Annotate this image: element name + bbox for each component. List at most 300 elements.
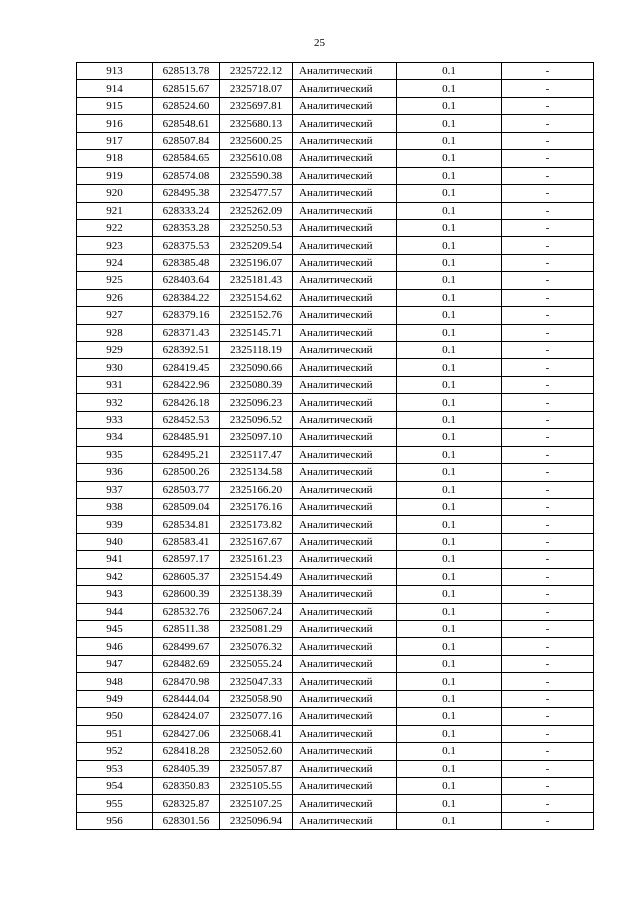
point-number-cell: 933 (77, 411, 153, 428)
point-number-cell: 935 (77, 446, 153, 463)
accuracy-cell: 0.1 (397, 795, 502, 812)
note-cell: - (502, 690, 594, 707)
y-coordinate-cell: 2325097.10 (220, 429, 293, 446)
y-coordinate-cell: 2325154.49 (220, 568, 293, 585)
y-coordinate-cell: 2325152.76 (220, 307, 293, 324)
point-number-cell: 954 (77, 777, 153, 794)
note-cell: - (502, 516, 594, 533)
x-coordinate-cell: 628507.84 (153, 132, 220, 149)
y-coordinate-cell: 2325076.32 (220, 638, 293, 655)
accuracy-cell: 0.1 (397, 725, 502, 742)
x-coordinate-cell: 628605.37 (153, 568, 220, 585)
accuracy-cell: 0.1 (397, 568, 502, 585)
note-cell: - (502, 202, 594, 219)
point-number-cell: 928 (77, 324, 153, 341)
method-cell: Аналитический (293, 777, 397, 794)
method-cell: Аналитический (293, 673, 397, 690)
point-number-cell: 937 (77, 481, 153, 498)
note-cell: - (502, 359, 594, 376)
table-row (77, 272, 594, 289)
x-coordinate-cell: 628403.64 (153, 272, 220, 289)
x-coordinate-cell: 628500.26 (153, 464, 220, 481)
table-row (77, 376, 594, 393)
method-cell: Аналитический (293, 760, 397, 777)
accuracy-cell: 0.1 (397, 272, 502, 289)
table-row (77, 533, 594, 550)
note-cell: - (502, 655, 594, 672)
method-cell: Аналитический (293, 725, 397, 742)
point-number-cell: 942 (77, 568, 153, 585)
note-cell: - (502, 80, 594, 97)
x-coordinate-cell: 628444.04 (153, 690, 220, 707)
point-number-cell: 919 (77, 167, 153, 184)
note-cell: - (502, 167, 594, 184)
x-coordinate-cell: 628509.04 (153, 498, 220, 515)
note-cell: - (502, 185, 594, 202)
x-coordinate-cell: 628511.38 (153, 621, 220, 638)
point-number-cell: 956 (77, 812, 153, 829)
table-row (77, 289, 594, 306)
x-coordinate-cell: 628499.67 (153, 638, 220, 655)
note-cell: - (502, 464, 594, 481)
y-coordinate-cell: 2325134.58 (220, 464, 293, 481)
table-row (77, 359, 594, 376)
point-number-cell: 924 (77, 254, 153, 271)
point-number-cell: 920 (77, 185, 153, 202)
note-cell: - (502, 132, 594, 149)
method-cell: Аналитический (293, 254, 397, 271)
accuracy-cell: 0.1 (397, 167, 502, 184)
method-cell: Аналитический (293, 324, 397, 341)
note-cell: - (502, 760, 594, 777)
y-coordinate-cell: 2325161.23 (220, 551, 293, 568)
x-coordinate-cell: 628470.98 (153, 673, 220, 690)
x-coordinate-cell: 628597.17 (153, 551, 220, 568)
table-row (77, 429, 594, 446)
y-coordinate-cell: 2325477.57 (220, 185, 293, 202)
x-coordinate-cell: 628452.53 (153, 411, 220, 428)
coordinates-table (76, 62, 594, 830)
table-row (77, 411, 594, 428)
note-cell: - (502, 795, 594, 812)
y-coordinate-cell: 2325090.66 (220, 359, 293, 376)
accuracy-cell: 0.1 (397, 708, 502, 725)
table-row (77, 150, 594, 167)
method-cell: Аналитический (293, 97, 397, 114)
accuracy-cell: 0.1 (397, 63, 502, 80)
point-number-cell: 913 (77, 63, 153, 80)
method-cell: Аналитический (293, 132, 397, 149)
y-coordinate-cell: 2325610.08 (220, 150, 293, 167)
y-coordinate-cell: 2325600.25 (220, 132, 293, 149)
table-row (77, 342, 594, 359)
note-cell: - (502, 446, 594, 463)
note-cell: - (502, 376, 594, 393)
point-number-cell: 926 (77, 289, 153, 306)
point-number-cell: 915 (77, 97, 153, 114)
table-row (77, 132, 594, 149)
note-cell: - (502, 568, 594, 585)
note-cell: - (502, 673, 594, 690)
y-coordinate-cell: 2325196.07 (220, 254, 293, 271)
x-coordinate-cell: 628482.69 (153, 655, 220, 672)
table-row (77, 777, 594, 794)
x-coordinate-cell: 628485.91 (153, 429, 220, 446)
table-row (77, 167, 594, 184)
point-number-cell: 931 (77, 376, 153, 393)
y-coordinate-cell: 2325181.43 (220, 272, 293, 289)
point-number-cell: 949 (77, 690, 153, 707)
note-cell: - (502, 725, 594, 742)
note-cell: - (502, 586, 594, 603)
point-number-cell: 932 (77, 394, 153, 411)
method-cell: Аналитический (293, 63, 397, 80)
x-coordinate-cell: 628371.43 (153, 324, 220, 341)
y-coordinate-cell: 2325166.20 (220, 481, 293, 498)
point-number-cell: 951 (77, 725, 153, 742)
accuracy-cell: 0.1 (397, 411, 502, 428)
method-cell: Аналитический (293, 272, 397, 289)
point-number-cell: 922 (77, 219, 153, 236)
table-row (77, 690, 594, 707)
method-cell: Аналитический (293, 533, 397, 550)
table-row (77, 743, 594, 760)
point-number-cell: 955 (77, 795, 153, 812)
y-coordinate-cell: 2325057.87 (220, 760, 293, 777)
table-row (77, 394, 594, 411)
note-cell: - (502, 97, 594, 114)
x-coordinate-cell: 628350.83 (153, 777, 220, 794)
point-number-cell: 916 (77, 115, 153, 132)
x-coordinate-cell: 628424.07 (153, 708, 220, 725)
x-coordinate-cell: 628375.53 (153, 237, 220, 254)
accuracy-cell: 0.1 (397, 324, 502, 341)
method-cell: Аналитический (293, 655, 397, 672)
point-number-cell: 938 (77, 498, 153, 515)
y-coordinate-cell: 2325096.94 (220, 812, 293, 829)
accuracy-cell: 0.1 (397, 132, 502, 149)
x-coordinate-cell: 628333.24 (153, 202, 220, 219)
table-row (77, 708, 594, 725)
method-cell: Аналитический (293, 568, 397, 585)
x-coordinate-cell: 628548.61 (153, 115, 220, 132)
y-coordinate-cell: 2325722.12 (220, 63, 293, 80)
page-number: 25 (314, 37, 325, 49)
method-cell: Аналитический (293, 638, 397, 655)
note-cell: - (502, 394, 594, 411)
y-coordinate-cell: 2325138.39 (220, 586, 293, 603)
accuracy-cell: 0.1 (397, 638, 502, 655)
y-coordinate-cell: 2325052.60 (220, 743, 293, 760)
accuracy-cell: 0.1 (397, 254, 502, 271)
accuracy-cell: 0.1 (397, 237, 502, 254)
table-row (77, 655, 594, 672)
x-coordinate-cell: 628574.08 (153, 167, 220, 184)
accuracy-cell: 0.1 (397, 673, 502, 690)
note-cell: - (502, 533, 594, 550)
x-coordinate-cell: 628325.87 (153, 795, 220, 812)
point-number-cell: 939 (77, 516, 153, 533)
table-row (77, 673, 594, 690)
x-coordinate-cell: 628385.48 (153, 254, 220, 271)
table-row (77, 498, 594, 515)
accuracy-cell: 0.1 (397, 202, 502, 219)
method-cell: Аналитический (293, 167, 397, 184)
accuracy-cell: 0.1 (397, 464, 502, 481)
table-row (77, 97, 594, 114)
note-cell: - (502, 115, 594, 132)
point-number-cell: 947 (77, 655, 153, 672)
table-row (77, 760, 594, 777)
method-cell: Аналитический (293, 708, 397, 725)
x-coordinate-cell: 628600.39 (153, 586, 220, 603)
point-number-cell: 940 (77, 533, 153, 550)
point-number-cell: 927 (77, 307, 153, 324)
table-row (77, 202, 594, 219)
y-coordinate-cell: 2325077.16 (220, 708, 293, 725)
method-cell: Аналитический (293, 812, 397, 829)
note-cell: - (502, 324, 594, 341)
point-number-cell: 925 (77, 272, 153, 289)
note-cell: - (502, 63, 594, 80)
point-number-cell: 923 (77, 237, 153, 254)
y-coordinate-cell: 2325081.29 (220, 621, 293, 638)
table-row (77, 586, 594, 603)
note-cell: - (502, 638, 594, 655)
method-cell: Аналитический (293, 446, 397, 463)
method-cell: Аналитический (293, 481, 397, 498)
accuracy-cell: 0.1 (397, 812, 502, 829)
table-row (77, 516, 594, 533)
note-cell: - (502, 551, 594, 568)
accuracy-cell: 0.1 (397, 150, 502, 167)
accuracy-cell: 0.1 (397, 533, 502, 550)
y-coordinate-cell: 2325262.09 (220, 202, 293, 219)
method-cell: Аналитический (293, 795, 397, 812)
accuracy-cell: 0.1 (397, 690, 502, 707)
table-row (77, 219, 594, 236)
note-cell: - (502, 777, 594, 794)
method-cell: Аналитический (293, 376, 397, 393)
method-cell: Аналитический (293, 202, 397, 219)
y-coordinate-cell: 2325068.41 (220, 725, 293, 742)
method-cell: Аналитический (293, 237, 397, 254)
y-coordinate-cell: 2325590.38 (220, 167, 293, 184)
table-row (77, 307, 594, 324)
x-coordinate-cell: 628513.78 (153, 63, 220, 80)
table-row (77, 795, 594, 812)
point-number-cell: 917 (77, 132, 153, 149)
method-cell: Аналитический (293, 603, 397, 620)
note-cell: - (502, 272, 594, 289)
table-row (77, 621, 594, 638)
table-row (77, 185, 594, 202)
accuracy-cell: 0.1 (397, 80, 502, 97)
accuracy-cell: 0.1 (397, 655, 502, 672)
accuracy-cell: 0.1 (397, 621, 502, 638)
y-coordinate-cell: 2325058.90 (220, 690, 293, 707)
note-cell: - (502, 219, 594, 236)
note-cell: - (502, 812, 594, 829)
method-cell: Аналитический (293, 307, 397, 324)
accuracy-cell: 0.1 (397, 516, 502, 533)
accuracy-cell: 0.1 (397, 498, 502, 515)
note-cell: - (502, 289, 594, 306)
y-coordinate-cell: 2325117.47 (220, 446, 293, 463)
table-row (77, 446, 594, 463)
table-row (77, 551, 594, 568)
accuracy-cell: 0.1 (397, 429, 502, 446)
note-cell: - (502, 708, 594, 725)
y-coordinate-cell: 2325096.23 (220, 394, 293, 411)
point-number-cell: 950 (77, 708, 153, 725)
y-coordinate-cell: 2325167.67 (220, 533, 293, 550)
method-cell: Аналитический (293, 743, 397, 760)
point-number-cell: 944 (77, 603, 153, 620)
table-row (77, 638, 594, 655)
accuracy-cell: 0.1 (397, 551, 502, 568)
accuracy-cell: 0.1 (397, 777, 502, 794)
y-coordinate-cell: 2325718.07 (220, 80, 293, 97)
y-coordinate-cell: 2325697.81 (220, 97, 293, 114)
note-cell: - (502, 621, 594, 638)
point-number-cell: 941 (77, 551, 153, 568)
point-number-cell: 946 (77, 638, 153, 655)
point-number-cell: 943 (77, 586, 153, 603)
x-coordinate-cell: 628422.96 (153, 376, 220, 393)
table-row (77, 464, 594, 481)
y-coordinate-cell: 2325067.24 (220, 603, 293, 620)
y-coordinate-cell: 2325105.55 (220, 777, 293, 794)
point-number-cell: 948 (77, 673, 153, 690)
y-coordinate-cell: 2325145.71 (220, 324, 293, 341)
table-row (77, 80, 594, 97)
accuracy-cell: 0.1 (397, 481, 502, 498)
point-number-cell: 936 (77, 464, 153, 481)
table-row (77, 237, 594, 254)
method-cell: Аналитический (293, 516, 397, 533)
method-cell: Аналитический (293, 690, 397, 707)
point-number-cell: 930 (77, 359, 153, 376)
y-coordinate-cell: 2325107.25 (220, 795, 293, 812)
table-row (77, 603, 594, 620)
note-cell: - (502, 150, 594, 167)
x-coordinate-cell: 628515.67 (153, 80, 220, 97)
note-cell: - (502, 307, 594, 324)
note-cell: - (502, 342, 594, 359)
x-coordinate-cell: 628427.06 (153, 725, 220, 742)
method-cell: Аналитический (293, 551, 397, 568)
x-coordinate-cell: 628418.28 (153, 743, 220, 760)
point-number-cell: 918 (77, 150, 153, 167)
method-cell: Аналитический (293, 219, 397, 236)
point-number-cell: 934 (77, 429, 153, 446)
note-cell: - (502, 743, 594, 760)
y-coordinate-cell: 2325154.62 (220, 289, 293, 306)
method-cell: Аналитический (293, 150, 397, 167)
x-coordinate-cell: 628524.60 (153, 97, 220, 114)
table-row (77, 725, 594, 742)
note-cell: - (502, 254, 594, 271)
table-row (77, 63, 594, 80)
y-coordinate-cell: 2325047.33 (220, 673, 293, 690)
x-coordinate-cell: 628495.38 (153, 185, 220, 202)
accuracy-cell: 0.1 (397, 446, 502, 463)
accuracy-cell: 0.1 (397, 342, 502, 359)
coordinates-table-body (77, 63, 594, 830)
y-coordinate-cell: 2325096.52 (220, 411, 293, 428)
x-coordinate-cell: 628379.16 (153, 307, 220, 324)
x-coordinate-cell: 628534.81 (153, 516, 220, 533)
point-number-cell: 929 (77, 342, 153, 359)
method-cell: Аналитический (293, 586, 397, 603)
x-coordinate-cell: 628392.51 (153, 342, 220, 359)
x-coordinate-cell: 628503.77 (153, 481, 220, 498)
table-row (77, 481, 594, 498)
method-cell: Аналитический (293, 342, 397, 359)
y-coordinate-cell: 2325250.53 (220, 219, 293, 236)
method-cell: Аналитический (293, 429, 397, 446)
note-cell: - (502, 237, 594, 254)
accuracy-cell: 0.1 (397, 115, 502, 132)
point-number-cell: 953 (77, 760, 153, 777)
method-cell: Аналитический (293, 394, 397, 411)
table-row (77, 254, 594, 271)
x-coordinate-cell: 628583.41 (153, 533, 220, 550)
accuracy-cell: 0.1 (397, 219, 502, 236)
accuracy-cell: 0.1 (397, 97, 502, 114)
x-coordinate-cell: 628353.28 (153, 219, 220, 236)
point-number-cell: 952 (77, 743, 153, 760)
accuracy-cell: 0.1 (397, 394, 502, 411)
accuracy-cell: 0.1 (397, 586, 502, 603)
accuracy-cell: 0.1 (397, 289, 502, 306)
x-coordinate-cell: 628405.39 (153, 760, 220, 777)
method-cell: Аналитический (293, 80, 397, 97)
table-row (77, 568, 594, 585)
x-coordinate-cell: 628384.22 (153, 289, 220, 306)
note-cell: - (502, 603, 594, 620)
table-row (77, 324, 594, 341)
accuracy-cell: 0.1 (397, 185, 502, 202)
x-coordinate-cell: 628419.45 (153, 359, 220, 376)
accuracy-cell: 0.1 (397, 359, 502, 376)
x-coordinate-cell: 628301.56 (153, 812, 220, 829)
table-row (77, 812, 594, 829)
accuracy-cell: 0.1 (397, 603, 502, 620)
y-coordinate-cell: 2325176.16 (220, 498, 293, 515)
x-coordinate-cell: 628584.65 (153, 150, 220, 167)
x-coordinate-cell: 628495.21 (153, 446, 220, 463)
y-coordinate-cell: 2325680.13 (220, 115, 293, 132)
method-cell: Аналитический (293, 498, 397, 515)
point-number-cell: 914 (77, 80, 153, 97)
method-cell: Аналитический (293, 359, 397, 376)
note-cell: - (502, 498, 594, 515)
y-coordinate-cell: 2325209.54 (220, 237, 293, 254)
y-coordinate-cell: 2325055.24 (220, 655, 293, 672)
point-number-cell: 945 (77, 621, 153, 638)
accuracy-cell: 0.1 (397, 743, 502, 760)
x-coordinate-cell: 628532.76 (153, 603, 220, 620)
method-cell: Аналитический (293, 621, 397, 638)
method-cell: Аналитический (293, 411, 397, 428)
y-coordinate-cell: 2325118.19 (220, 342, 293, 359)
note-cell: - (502, 429, 594, 446)
accuracy-cell: 0.1 (397, 760, 502, 777)
y-coordinate-cell: 2325173.82 (220, 516, 293, 533)
method-cell: Аналитический (293, 289, 397, 306)
